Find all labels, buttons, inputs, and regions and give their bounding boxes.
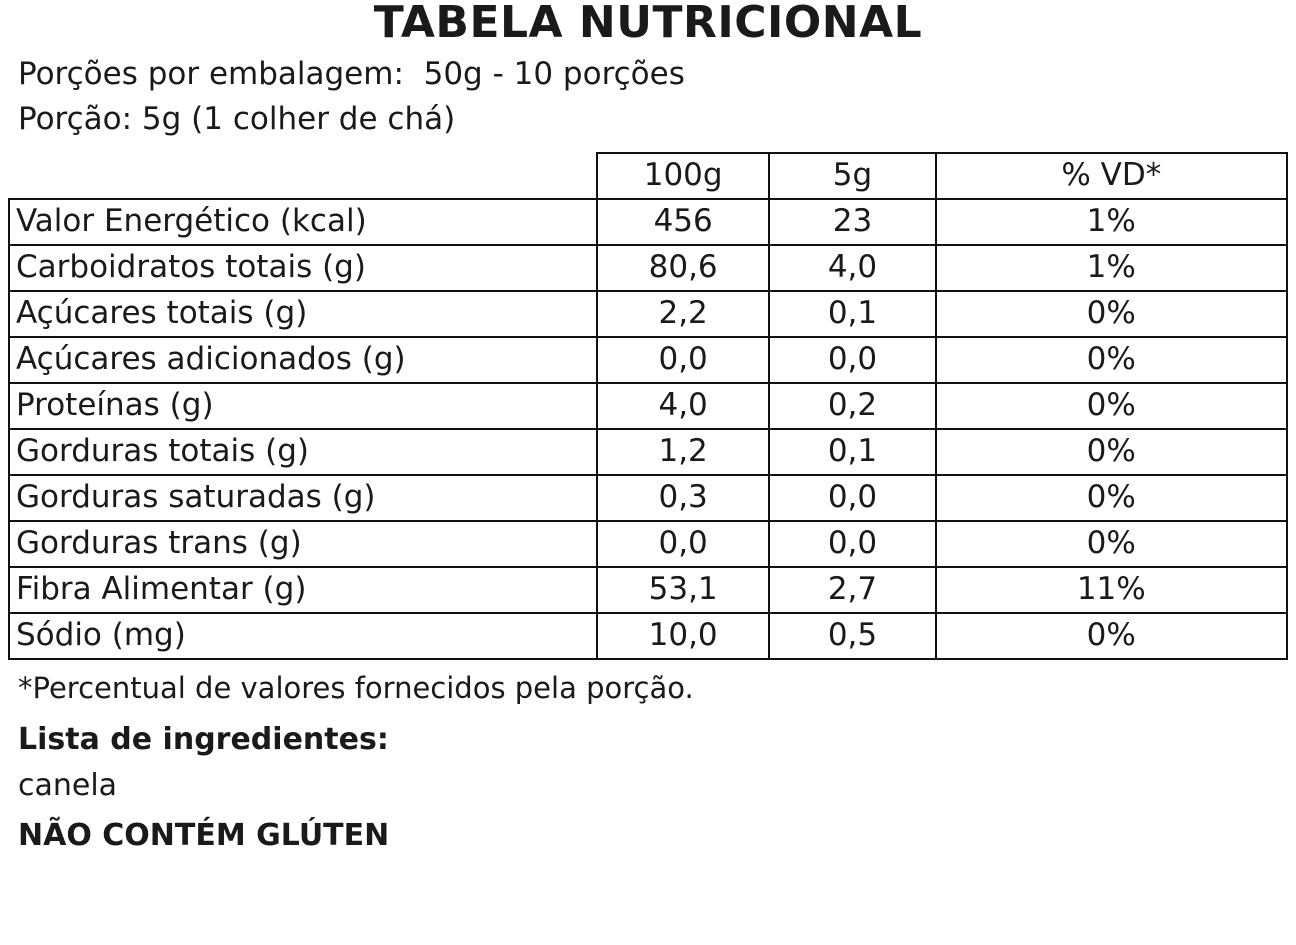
table-header-row (9, 153, 1287, 199)
column-header-per-100g: 100g (597, 153, 770, 199)
table-row (9, 291, 1287, 337)
nutrient-name: Valor Energético (kcal) (9, 199, 597, 245)
table-row (9, 567, 1287, 613)
nutrient-name: Fibra Alimentar (g) (9, 567, 597, 613)
nutrient-per-100g: 80,6 (597, 245, 770, 291)
ingredients-list: canela (18, 767, 118, 803)
nutrient-vd: 0% (936, 521, 1287, 567)
table-row (9, 429, 1287, 475)
nutrition-table (8, 152, 1288, 660)
nutrient-per-serving: 0,5 (769, 613, 935, 659)
nutrient-name: Proteínas (g) (9, 383, 597, 429)
servings-per-package: Porções por embalagem: 50g - 10 porções (18, 56, 685, 93)
table-row (9, 521, 1287, 567)
nutrient-per-100g: 53,1 (597, 567, 770, 613)
nutrient-per-serving: 0,0 (769, 521, 935, 567)
vd-footnote: *Percentual de valores fornecidos pela porção. (18, 671, 694, 706)
table-row (9, 475, 1287, 521)
nutrient-per-serving: 0,2 (769, 383, 935, 429)
table-row (9, 199, 1287, 245)
table-header (9, 153, 1287, 199)
nutrient-vd: 0% (936, 337, 1287, 383)
nutrient-name: Sódio (mg) (9, 613, 597, 659)
table-row (9, 383, 1287, 429)
nutrient-vd: 1% (936, 199, 1287, 245)
nutrient-per-serving: 4,0 (769, 245, 935, 291)
nutrient-per-100g: 1,2 (597, 429, 770, 475)
nutrient-vd: 0% (936, 291, 1287, 337)
nutrient-per-serving: 0,0 (769, 475, 935, 521)
ingredients-title: Lista de ingredientes: (18, 721, 389, 757)
nutrient-per-100g: 0,0 (597, 521, 770, 567)
table-row (9, 245, 1287, 291)
nutrient-per-serving: 2,7 (769, 567, 935, 613)
nutrient-per-serving: 0,1 (769, 429, 935, 475)
nutrient-name: Gorduras saturadas (g) (9, 475, 597, 521)
nutrient-name: Carboidratos totais (g) (9, 245, 597, 291)
nutrient-vd: 1% (936, 245, 1287, 291)
nutrient-per-serving: 0,0 (769, 337, 935, 383)
column-header-blank (9, 153, 597, 199)
page-title: TABELA NUTRICIONAL (373, 0, 923, 48)
nutrient-vd: 11% (936, 567, 1287, 613)
nutrient-per-serving: 0,1 (769, 291, 935, 337)
nutrient-per-serving: 23 (769, 199, 935, 245)
table-body (9, 199, 1287, 659)
table-row (9, 337, 1287, 383)
nutrient-per-100g: 2,2 (597, 291, 770, 337)
nutrient-per-100g: 4,0 (597, 383, 770, 429)
nutrient-vd: 0% (936, 613, 1287, 659)
nutrient-name: Gorduras totais (g) (9, 429, 597, 475)
nutrient-name: Açúcares totais (g) (9, 291, 597, 337)
nutrient-name: Açúcares adicionados (g) (9, 337, 597, 383)
column-header-per-serving: 5g (769, 153, 935, 199)
nutrient-vd: 0% (936, 475, 1287, 521)
nutrient-per-100g: 0,3 (597, 475, 770, 521)
nutrient-vd: 0% (936, 429, 1287, 475)
nutrient-name: Gorduras trans (g) (9, 521, 597, 567)
nutrient-vd: 0% (936, 383, 1287, 429)
table-row (9, 613, 1287, 659)
nutrient-per-100g: 10,0 (597, 613, 770, 659)
nutrient-per-100g: 0,0 (597, 337, 770, 383)
serving-size: Porção: 5g (1 colher de chá) (18, 101, 456, 138)
column-header-vd: % VD* (936, 153, 1287, 199)
gluten-statement: NÃO CONTÉM GLÚTEN (18, 817, 390, 853)
nutrient-per-100g: 456 (597, 199, 770, 245)
